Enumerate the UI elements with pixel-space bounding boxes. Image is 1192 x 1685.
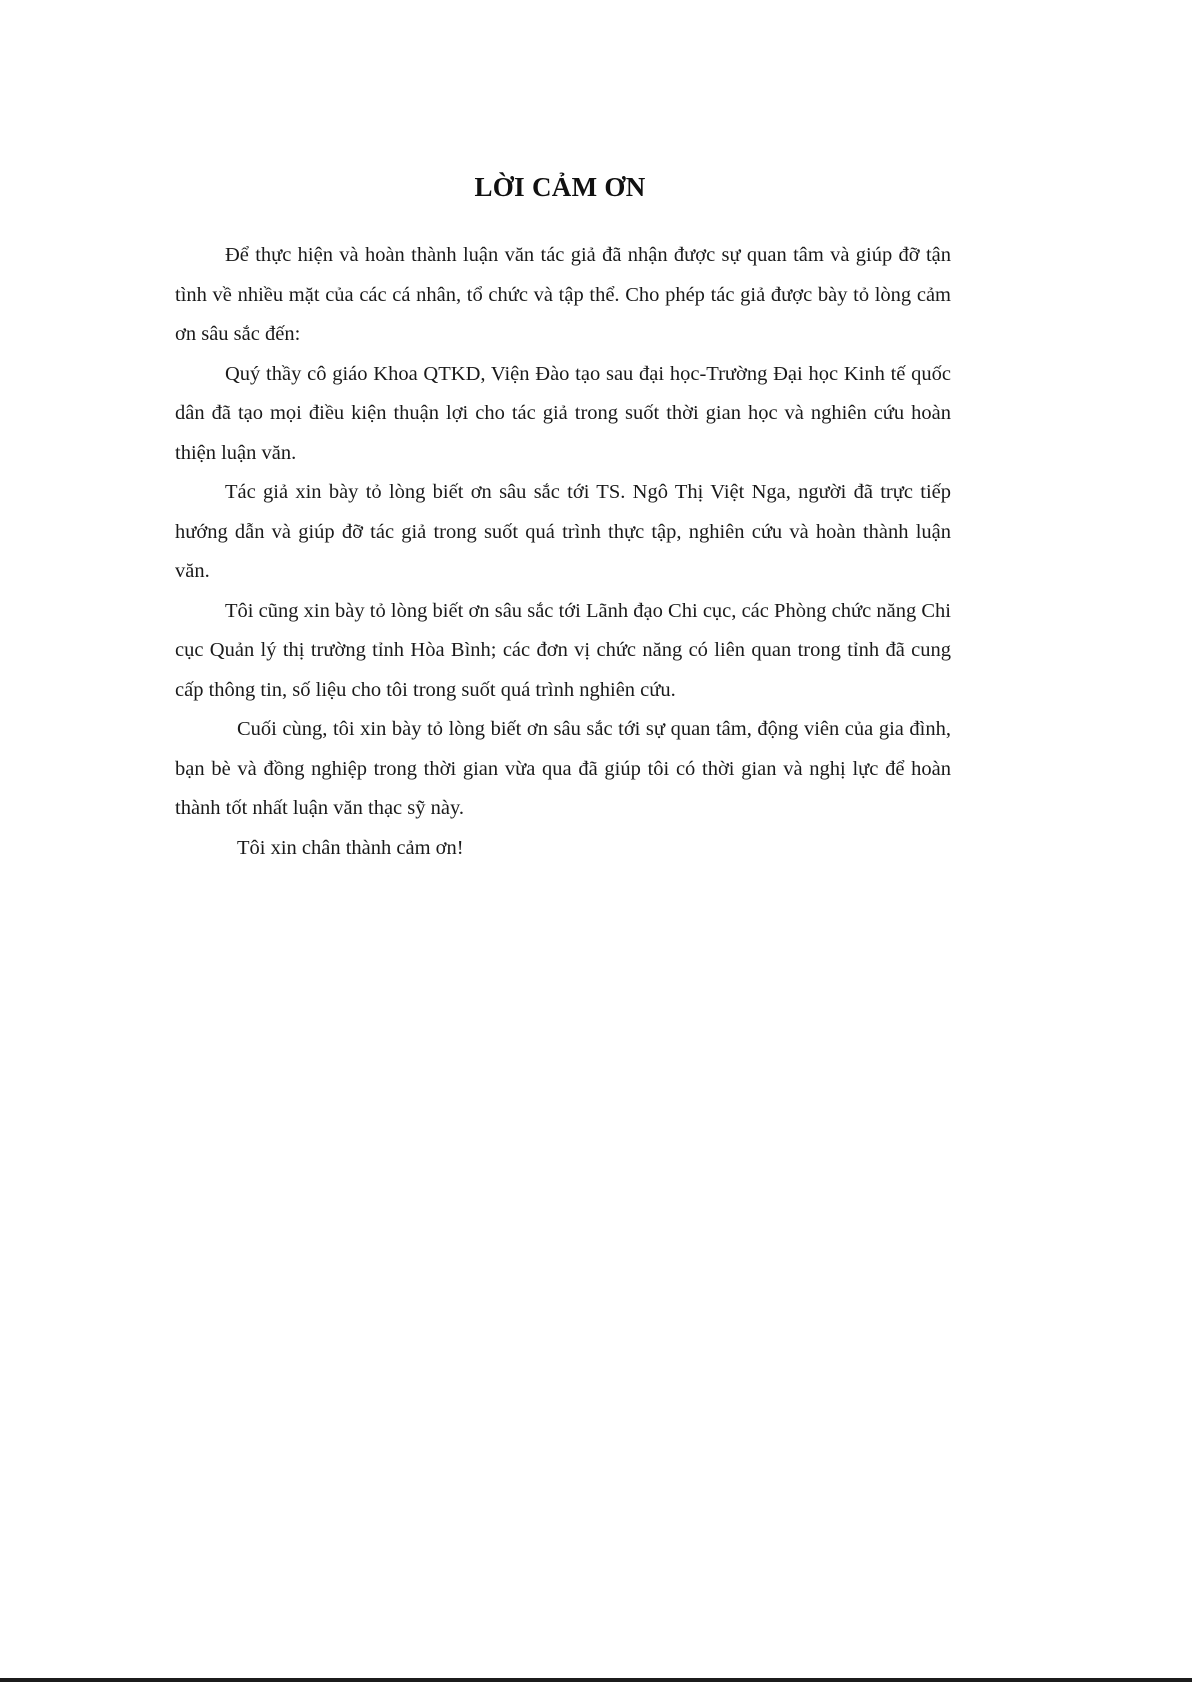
paragraph-agency-thanks: Tôi cũng xin bày tỏ lòng biết ơn sâu sắc tới Lãnh đạo Chi cục, các Phòng chức năng Chi cục Quản lý thị trường tỉnh Hòa Bình; các đơn vị chức năng có liên quan trong tỉnh đã cung cấp thông tin, số liệu cho tôi trong suốt quá trình nghiên cứu. (175, 599, 951, 701)
paragraph-intro: Để thực hiện và hoàn thành luận văn tác giả đã nhận được sự quan tâm và giúp đỡ tận tình về nhiều mặt của các cá nhân, tổ chức và tập thể. Cho phép tác giả được bày tỏ lòng cảm ơn sâu sắc đến: (175, 244, 951, 345)
paragraph-faculty-thanks: Quý thầy cô giáo Khoa QTKD, Viện Đào tạo sau đại học-Trường Đại học Kinh tế quốc dân đã tạo mọi điều kiện thuận lợi cho tác giả trong suốt thời gian học và nghiên cứu hoàn thiện luận văn. (175, 362, 951, 464)
document-body (175, 236, 951, 868)
paragraph-family-thanks: Cuối cùng, tôi xin bày tỏ lòng biết ơn sâu sắc tới sự quan tâm, động viên của gia đình, bạn bè và đồng nghiệp trong thời gian vừa qua đã giúp tôi có thời gian và nghị lực để hoàn thành tốt nhất luận văn thạc sỹ này. (175, 718, 951, 819)
page-title: LỜI CẢM ƠN (474, 172, 646, 202)
paragraph-closing: Tôi xin chân thành cảm ơn! (237, 836, 464, 859)
paragraph-advisor-thanks: Tác giả xin bày tỏ lòng biết ơn sâu sắc tới TS. Ngô Thị Việt Nga, người đã trực tiếp hướng dẫn và giúp đỡ tác giả trong suốt quá trình thực tập, nghiên cứu và hoàn thành luận văn. (175, 481, 951, 582)
bottom-border-divider (0, 1678, 1192, 1682)
